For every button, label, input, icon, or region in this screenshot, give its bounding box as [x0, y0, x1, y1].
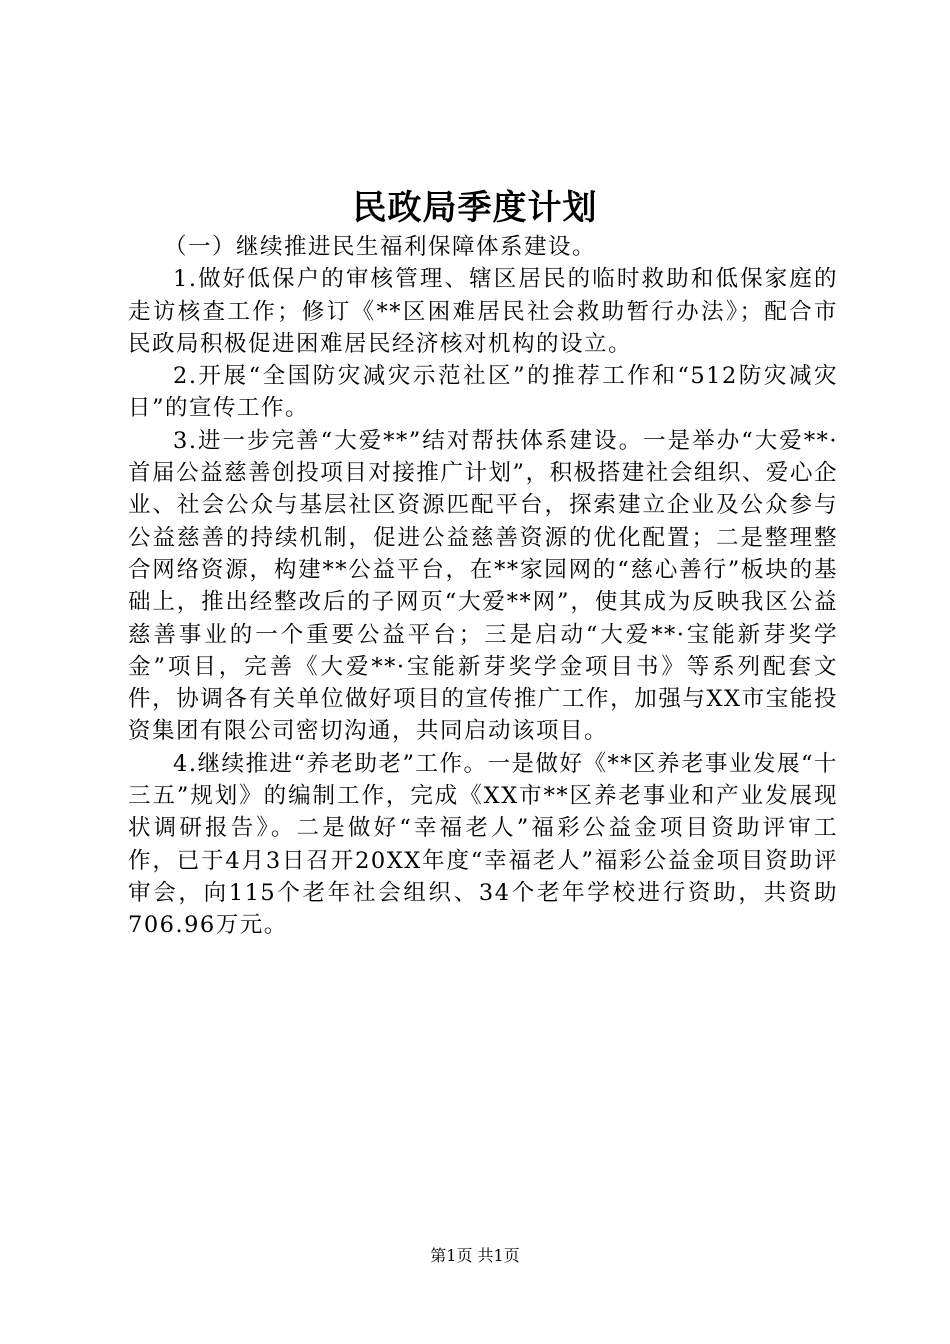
paragraph-item-3: 3.进一步完善“大爱**”结对帮扶体系建设。一是举办“大爱**·首届公益慈善创投项目对接推广计划”，积极搭建社会组织、爱心企业、社会公众与基层社区资源匹配平台，探索建立企业及公众参与公益慈善的持续机制，促进公益慈善资源的优化配置；二是整理整合网络资源，构建**公益平台，在**家园网的“慈心善行”板块的基础上，推出经整改后的子网页“大爱**网”，使其成为反映我区公益慈善事业的一个重要公益平台；三是启动“大爱**·宝能新芽奖学金”项目，完善《大爱**·宝能新芽奖学金项目书》等系列配套文件，协调各有关单位做好项目的宣传推广工作，加强与XX市宝能投资集团有限公司密切沟通，共同启动该项目。 — [128, 427, 838, 745]
section-heading: （一）继续推进民生福利保障体系建设。 — [164, 234, 597, 260]
paragraph-item-1: 1.做好低保户的审核管理、辖区居民的临时救助和低保家庭的走访核查工作；修订《**区困难居民社会救助暂行办法》；配合市民政局积极促进困难居民经济核对机构的设立。 — [128, 266, 838, 357]
page-footer: 第1页 共1页 — [430, 1246, 520, 1265]
document-body — [128, 231, 838, 942]
paragraph-item-2: 2.开展“全国防灾减灾示范社区”的推荐工作和“512防灾减灾日”的宣传工作。 — [128, 363, 838, 422]
document-title: 民政局季度计划 — [352, 188, 598, 228]
paragraph-item-4: 4.继续推进“养老助老”工作。一是做好《**区养老事业发展“十三五”规划》的编制工作，完成《XX市**区养老事业和产业发展现状调研报告》。二是做好“幸福老人”福彩公益金项目资助评审工作，已于4月3日召开20XX年度“幸福老人”福彩公益金项目资助评审会，向115个老年社会组织、34个老年学校进行资助，共资助706.96万元。 — [128, 750, 838, 939]
